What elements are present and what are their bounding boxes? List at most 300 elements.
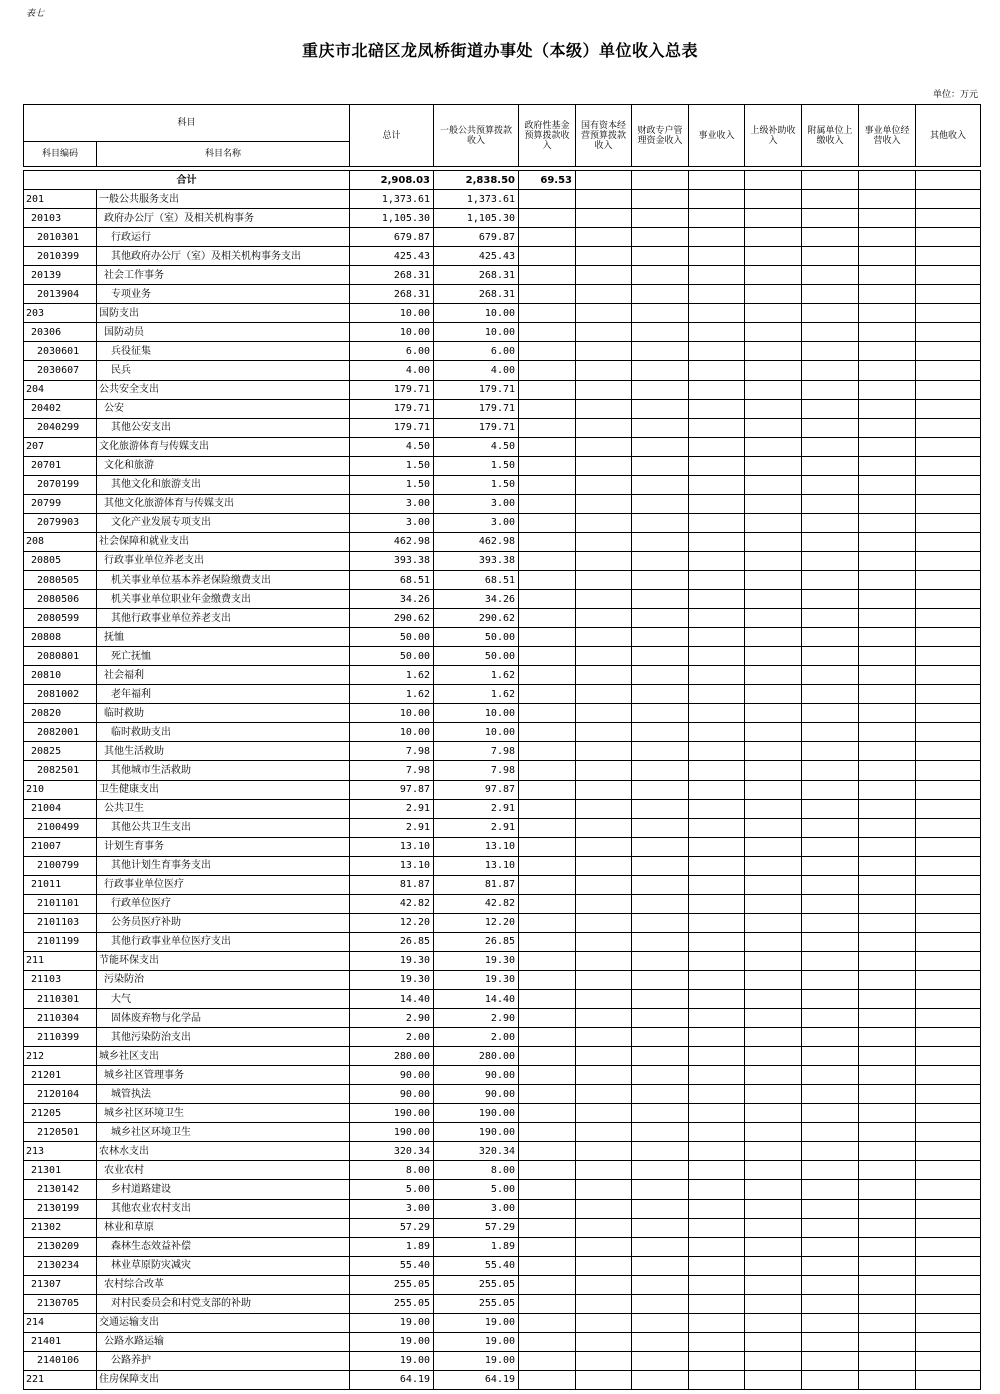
- general-budget-cell: 57.29: [434, 1218, 519, 1237]
- subject-name-cell: 老年福利: [97, 685, 350, 704]
- empty-cell: [689, 1104, 745, 1123]
- empty-cell: [689, 361, 745, 380]
- empty-cell: [802, 228, 859, 247]
- empty-cell: [859, 285, 916, 304]
- empty-cell: [632, 1351, 689, 1370]
- empty-cell: [802, 856, 859, 875]
- subject-code-cell: 221: [24, 1370, 97, 1389]
- total-cell: 679.87: [350, 228, 434, 247]
- empty-cell: [802, 970, 859, 989]
- table-row: [24, 1028, 981, 1047]
- total-cell: 10.00: [350, 304, 434, 323]
- table-row: [24, 818, 981, 837]
- col-header-general-budget: 一般公共预算拨款收入: [434, 105, 519, 167]
- empty-cell: [745, 418, 802, 437]
- empty-cell: [576, 1313, 632, 1332]
- empty-cell: [689, 1294, 745, 1313]
- empty-cell: [576, 1237, 632, 1256]
- empty-cell: [576, 704, 632, 723]
- empty-cell: [802, 342, 859, 361]
- subject-code-cell: 21011: [24, 875, 97, 894]
- col-header-total: 总计: [350, 105, 434, 167]
- total-fund-budget: 69.53: [519, 171, 576, 190]
- empty-cell: [689, 780, 745, 799]
- empty-cell: [519, 875, 576, 894]
- table-row: [24, 1294, 981, 1313]
- empty-cell: [632, 1009, 689, 1028]
- empty-cell: [576, 761, 632, 780]
- empty-cell: [802, 475, 859, 494]
- general-budget-cell: 10.00: [434, 704, 519, 723]
- empty-cell: [802, 761, 859, 780]
- empty-cell: [745, 590, 802, 609]
- empty-cell: [632, 437, 689, 456]
- empty-cell: [632, 1142, 689, 1161]
- empty-cell: [576, 837, 632, 856]
- empty-cell: [576, 1066, 632, 1085]
- empty-cell: [519, 1313, 576, 1332]
- table-row: [24, 590, 981, 609]
- empty-cell: [916, 1332, 981, 1351]
- empty-cell: [802, 1047, 859, 1066]
- subject-code-cell: 2140106: [24, 1351, 97, 1370]
- empty-cell: [632, 304, 689, 323]
- empty-cell: [916, 570, 981, 589]
- empty-cell: [689, 247, 745, 266]
- subject-name-cell: 公路养护: [97, 1351, 350, 1370]
- empty-cell: [859, 304, 916, 323]
- empty-cell: [689, 513, 745, 532]
- subject-name-cell: 国防动员: [97, 323, 350, 342]
- empty-cell: [632, 266, 689, 285]
- empty-cell: [745, 970, 802, 989]
- empty-cell: [689, 932, 745, 951]
- empty-cell: [632, 704, 689, 723]
- empty-cell: [632, 1275, 689, 1294]
- empty-cell: [519, 399, 576, 418]
- empty-cell: [519, 342, 576, 361]
- empty-cell: [916, 1142, 981, 1161]
- empty-cell: [519, 475, 576, 494]
- general-budget-cell: 19.00: [434, 1351, 519, 1370]
- empty-cell: [802, 399, 859, 418]
- subject-name-cell: 行政单位医疗: [97, 894, 350, 913]
- subject-code-cell: 20820: [24, 704, 97, 723]
- empty-cell: [519, 1161, 576, 1180]
- empty-cell: [802, 1009, 859, 1028]
- subject-code-cell: 21004: [24, 799, 97, 818]
- subject-name-cell: 城管执法: [97, 1085, 350, 1104]
- empty-cell: [689, 609, 745, 628]
- empty-cell: [576, 951, 632, 970]
- empty-cell: [859, 456, 916, 475]
- empty-cell: [859, 590, 916, 609]
- empty-cell: [859, 551, 916, 570]
- total-amount: 2,908.03: [350, 171, 434, 190]
- general-budget-cell: 255.05: [434, 1275, 519, 1294]
- total-cell: 12.20: [350, 913, 434, 932]
- empty-cell: [632, 418, 689, 437]
- empty-cell: [802, 818, 859, 837]
- empty-cell: [745, 818, 802, 837]
- empty-cell: [859, 685, 916, 704]
- general-budget-cell: 19.30: [434, 951, 519, 970]
- empty-cell: [745, 761, 802, 780]
- empty-cell: [576, 304, 632, 323]
- empty-cell: [745, 1028, 802, 1047]
- subject-code-cell: 21301: [24, 1161, 97, 1180]
- empty-cell: [859, 1294, 916, 1313]
- empty-cell: [519, 913, 576, 932]
- subject-code-cell: 21307: [24, 1275, 97, 1294]
- total-cell: 7.98: [350, 742, 434, 761]
- empty-cell: [689, 799, 745, 818]
- empty-cell: [802, 209, 859, 228]
- empty-cell: [802, 1332, 859, 1351]
- empty-cell: [916, 1256, 981, 1275]
- empty-cell: [576, 570, 632, 589]
- general-budget-cell: 3.00: [434, 1199, 519, 1218]
- subject-name-cell: 临时救助支出: [97, 723, 350, 742]
- empty-cell: [632, 837, 689, 856]
- general-budget-cell: 50.00: [434, 647, 519, 666]
- empty-cell: [916, 1123, 981, 1142]
- empty-cell: [859, 1123, 916, 1142]
- empty-cell: [745, 1047, 802, 1066]
- empty-cell: [689, 913, 745, 932]
- empty-cell: [802, 247, 859, 266]
- empty-cell: [916, 1351, 981, 1370]
- empty-cell: [745, 209, 802, 228]
- empty-cell: [689, 1142, 745, 1161]
- table-row: [24, 685, 981, 704]
- general-budget-cell: 12.20: [434, 913, 519, 932]
- empty-cell: [802, 647, 859, 666]
- subject-code-cell: 2082501: [24, 761, 97, 780]
- empty-cell: [802, 666, 859, 685]
- empty-cell: [745, 532, 802, 551]
- empty-cell: [519, 513, 576, 532]
- empty-cell: [859, 1142, 916, 1161]
- empty-cell: [632, 342, 689, 361]
- empty-cell: [916, 647, 981, 666]
- empty-cell: [632, 1161, 689, 1180]
- empty-cell: [745, 1142, 802, 1161]
- total-cell: 425.43: [350, 247, 434, 266]
- subject-code-cell: 211: [24, 951, 97, 970]
- col-header-subordinate-remit: 附属单位上缴收入: [802, 105, 859, 167]
- empty-cell: [802, 894, 859, 913]
- empty-cell: [859, 1066, 916, 1085]
- general-budget-cell: 268.31: [434, 285, 519, 304]
- table-row: [24, 323, 981, 342]
- empty-cell: [519, 285, 576, 304]
- empty-cell: [802, 551, 859, 570]
- empty-cell: [802, 1123, 859, 1142]
- general-budget-cell: 179.71: [434, 418, 519, 437]
- total-label: 合计: [24, 171, 350, 190]
- empty-cell: [745, 704, 802, 723]
- general-budget-cell: 280.00: [434, 1047, 519, 1066]
- empty-cell: [576, 780, 632, 799]
- col-header-business-operation: 事业单位经营收入: [859, 105, 916, 167]
- subject-name-cell: 公安: [97, 399, 350, 418]
- subject-code-cell: 2101199: [24, 932, 97, 951]
- subject-name-cell: 农业农村: [97, 1161, 350, 1180]
- empty-cell: [632, 475, 689, 494]
- empty-cell: [689, 875, 745, 894]
- table-row: [24, 1161, 981, 1180]
- empty-cell: [519, 190, 576, 209]
- empty-cell: [859, 951, 916, 970]
- empty-cell: [689, 761, 745, 780]
- total-cell: 19.00: [350, 1313, 434, 1332]
- empty-cell: [745, 361, 802, 380]
- subject-name-cell: 农林水支出: [97, 1142, 350, 1161]
- empty-cell: [802, 1294, 859, 1313]
- empty-cell: [576, 1123, 632, 1142]
- empty-cell: [916, 266, 981, 285]
- subject-name-cell: 污染防治: [97, 970, 350, 989]
- general-budget-cell: 179.71: [434, 399, 519, 418]
- empty-cell: [745, 1218, 802, 1237]
- general-budget-cell: 5.00: [434, 1180, 519, 1199]
- subject-name-cell: 一般公共服务支出: [97, 190, 350, 209]
- table-row: [24, 990, 981, 1009]
- empty-cell: [689, 323, 745, 342]
- empty-cell: [745, 1351, 802, 1370]
- empty-cell: [519, 570, 576, 589]
- subject-code-cell: 21007: [24, 837, 97, 856]
- col-header-superior-subsidy: 上级补助收入: [745, 105, 802, 167]
- total-cell: 2.00: [350, 1028, 434, 1047]
- general-budget-cell: 19.00: [434, 1332, 519, 1351]
- subject-name-cell: 公路水路运输: [97, 1332, 350, 1351]
- empty-cell: [632, 456, 689, 475]
- subject-code-cell: 2013904: [24, 285, 97, 304]
- empty-cell: [916, 628, 981, 647]
- empty-cell: [689, 532, 745, 551]
- empty-cell: [689, 475, 745, 494]
- empty-cell: [745, 1370, 802, 1389]
- subject-name-cell: 其他行政事业单位养老支出: [97, 609, 350, 628]
- empty-cell: [859, 628, 916, 647]
- empty-cell: [859, 247, 916, 266]
- empty-cell: [576, 1199, 632, 1218]
- empty-cell: [802, 570, 859, 589]
- subject-code-cell: 210: [24, 780, 97, 799]
- empty-cell: [916, 380, 981, 399]
- general-budget-cell: 2.00: [434, 1028, 519, 1047]
- subject-name-cell: 行政事业单位医疗: [97, 875, 350, 894]
- table-row: [24, 247, 981, 266]
- subject-code-cell: 21201: [24, 1066, 97, 1085]
- empty-cell: [576, 932, 632, 951]
- empty-cell: [916, 323, 981, 342]
- empty-cell: [916, 1161, 981, 1180]
- general-budget-cell: 190.00: [434, 1123, 519, 1142]
- subject-code-cell: 2130142: [24, 1180, 97, 1199]
- empty-cell: [859, 704, 916, 723]
- empty-cell: [859, 875, 916, 894]
- general-budget-cell: 1,373.61: [434, 190, 519, 209]
- empty-cell: [859, 570, 916, 589]
- subject-name-cell: 其他城市生活救助: [97, 761, 350, 780]
- table-row: [24, 1256, 981, 1275]
- empty-cell: [916, 875, 981, 894]
- empty-cell: [916, 894, 981, 913]
- empty-cell: [576, 361, 632, 380]
- empty-cell: [859, 437, 916, 456]
- table-row: [24, 951, 981, 970]
- subject-code-cell: 2081002: [24, 685, 97, 704]
- empty-cell: [519, 590, 576, 609]
- empty-cell: [859, 1028, 916, 1047]
- col-header-state-capital: 国有资本经营预算拨款收入: [576, 105, 632, 167]
- total-cell: 26.85: [350, 932, 434, 951]
- subject-name-cell: 其他行政事业单位医疗支出: [97, 932, 350, 951]
- empty-cell: [859, 1085, 916, 1104]
- empty-cell: [802, 1275, 859, 1294]
- empty-cell: [689, 590, 745, 609]
- empty-cell: [632, 1313, 689, 1332]
- total-cell: 3.00: [350, 513, 434, 532]
- empty-cell: [576, 551, 632, 570]
- empty-cell: [859, 532, 916, 551]
- table-row: [24, 190, 981, 209]
- table-row: [24, 399, 981, 418]
- general-budget-cell: 679.87: [434, 228, 519, 247]
- empty-cell: [859, 399, 916, 418]
- general-budget-cell: 10.00: [434, 723, 519, 742]
- subject-name-cell: 城乡社区环境卫生: [97, 1123, 350, 1142]
- empty-cell: [632, 818, 689, 837]
- empty-cell: [689, 951, 745, 970]
- general-budget-cell: 1.50: [434, 456, 519, 475]
- empty-cell: [576, 723, 632, 742]
- total-cell: 4.00: [350, 361, 434, 380]
- subject-name-cell: 民兵: [97, 361, 350, 380]
- empty-cell: [689, 990, 745, 1009]
- empty-cell: [859, 970, 916, 989]
- empty-cell: [519, 1066, 576, 1085]
- empty-cell: [916, 780, 981, 799]
- empty-cell: [632, 1237, 689, 1256]
- general-budget-cell: 2.91: [434, 799, 519, 818]
- empty-cell: [916, 1313, 981, 1332]
- empty-cell: [916, 418, 981, 437]
- empty-cell: [859, 209, 916, 228]
- income-summary-table: [23, 104, 981, 1390]
- subject-name-header: 科目名称: [97, 142, 350, 167]
- total-cell: 50.00: [350, 647, 434, 666]
- empty-cell: [859, 780, 916, 799]
- empty-cell: [576, 1161, 632, 1180]
- total-cell: 8.00: [350, 1161, 434, 1180]
- empty-cell: [576, 590, 632, 609]
- empty-cell: [576, 437, 632, 456]
- subject-code-cell: 2120501: [24, 1123, 97, 1142]
- empty-cell: [802, 285, 859, 304]
- empty-cell: [916, 856, 981, 875]
- table-row: [24, 1180, 981, 1199]
- table-row: [24, 666, 981, 685]
- empty-cell: [689, 1256, 745, 1275]
- empty-cell: [519, 209, 576, 228]
- subject-name-cell: 其他计划生育事务支出: [97, 856, 350, 875]
- empty-cell: [916, 342, 981, 361]
- empty-cell: [916, 1370, 981, 1389]
- empty-cell: [859, 647, 916, 666]
- total-cell: 19.30: [350, 970, 434, 989]
- subject-code-cell: 2079903: [24, 513, 97, 532]
- empty-cell: [576, 1370, 632, 1389]
- empty-cell: [745, 609, 802, 628]
- empty-cell: [519, 1104, 576, 1123]
- table-number-label: 表七: [26, 9, 45, 19]
- empty-cell: [689, 228, 745, 247]
- empty-cell: [576, 247, 632, 266]
- empty-cell: [576, 475, 632, 494]
- total-cell: 90.00: [350, 1085, 434, 1104]
- subject-code-cell: 2030607: [24, 361, 97, 380]
- table-row: [24, 342, 981, 361]
- empty-cell: [576, 628, 632, 647]
- empty-cell: [745, 1123, 802, 1142]
- subject-code-cell: 20808: [24, 628, 97, 647]
- empty-cell: [576, 1275, 632, 1294]
- empty-cell: [859, 342, 916, 361]
- total-cell: 64.19: [350, 1370, 434, 1389]
- col-header-special-account: 财政专户管理资金收入: [632, 105, 689, 167]
- empty-cell: [576, 285, 632, 304]
- empty-cell: [916, 590, 981, 609]
- empty-cell: [519, 647, 576, 666]
- empty-cell: [802, 723, 859, 742]
- subject-name-cell: 大气: [97, 990, 350, 1009]
- col-header-other-income: 其他收入: [916, 105, 981, 167]
- subject-name-cell: 城乡社区环境卫生: [97, 1104, 350, 1123]
- empty-cell: [632, 1047, 689, 1066]
- empty-cell: [576, 532, 632, 551]
- total-cell: 462.98: [350, 532, 434, 551]
- subject-name-cell: 行政运行: [97, 228, 350, 247]
- empty-cell: [916, 666, 981, 685]
- total-cell: 57.29: [350, 1218, 434, 1237]
- empty-cell: [859, 228, 916, 247]
- general-budget-cell: 55.40: [434, 1256, 519, 1275]
- empty-cell: [689, 837, 745, 856]
- general-budget-cell: 1.62: [434, 666, 519, 685]
- total-cell: 97.87: [350, 780, 434, 799]
- total-cell: 1,105.30: [350, 209, 434, 228]
- empty-cell: [859, 1256, 916, 1275]
- empty-cell: [632, 666, 689, 685]
- empty-cell: [519, 551, 576, 570]
- total-cell: 290.62: [350, 609, 434, 628]
- subject-code-cell: 20139: [24, 266, 97, 285]
- empty-cell: [576, 990, 632, 1009]
- empty-cell: [689, 742, 745, 761]
- empty-cell: [576, 456, 632, 475]
- empty-cell: [632, 551, 689, 570]
- subject-name-cell: 其他文化旅游体育与传媒支出: [97, 494, 350, 513]
- empty-cell: [519, 609, 576, 628]
- subject-code-header: 科目编码: [24, 142, 97, 167]
- empty-cell: [632, 228, 689, 247]
- empty-cell: [689, 209, 745, 228]
- empty-cell: [745, 437, 802, 456]
